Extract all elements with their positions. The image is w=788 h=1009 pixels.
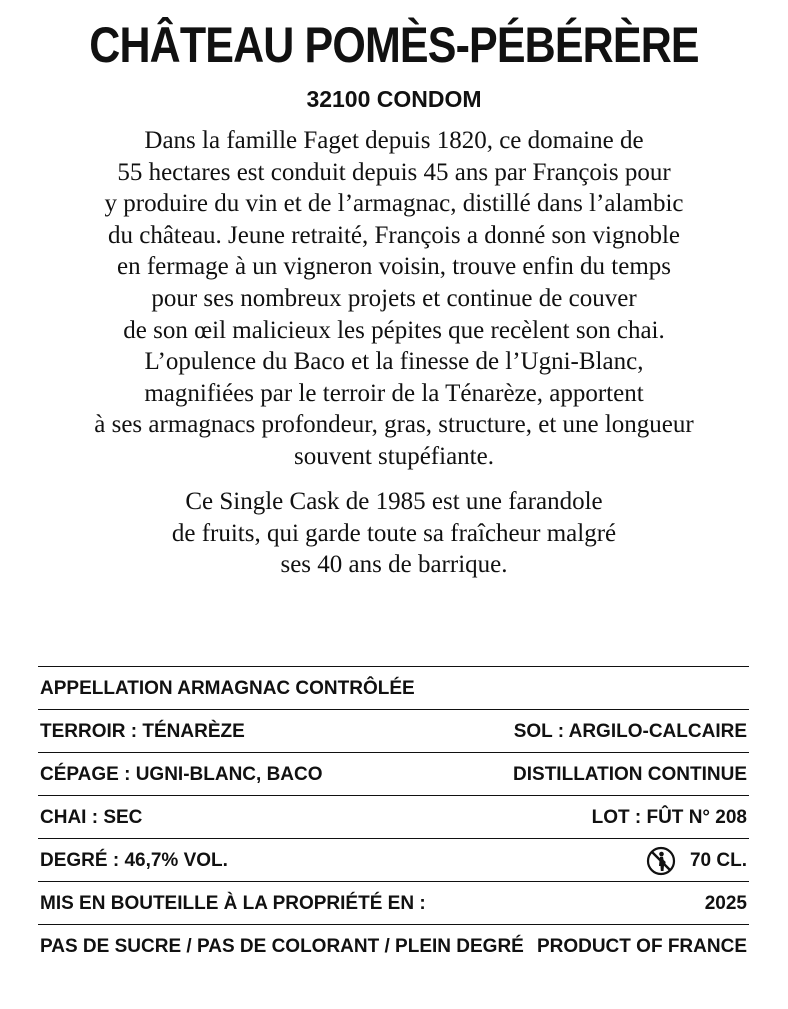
- text-line: 55 hectares est conduit depuis 45 ans par François pour: [117, 158, 671, 186]
- bottling-label: MIS EN BOUTEILLE À LA PROPRIÉTÉ EN :: [40, 893, 426, 914]
- spec-row-bottling: [38, 881, 749, 924]
- cepage-label: CÉPAGE : UGNI-BLANC, BACO: [40, 764, 323, 785]
- spec-row-degre: [38, 838, 749, 881]
- text-line: en fermage à un vigneron voisin, trouve enfin du temps: [116, 253, 672, 281]
- text-line: ses 40 ans de barrique.: [280, 551, 508, 579]
- spec-row-chai: [38, 795, 749, 838]
- terroir-label: TERROIR : TÉNARÈZE: [40, 721, 245, 742]
- spec-row-appellation: [38, 666, 749, 709]
- text-line: de fruits, qui garde toute sa fraîcheur malgré: [171, 519, 617, 547]
- text-line: L’opulence du Baco et la finesse de l’Ugni-Blanc,: [144, 348, 644, 376]
- text-line: Ce Single Cask de 1985 est une farandole: [185, 488, 603, 515]
- text-line: du château. Jeune retraité, François a donné son vignoble: [107, 221, 681, 249]
- spec-row-cepage: [38, 752, 749, 795]
- lot-label: LOT : FÛT N° 208: [591, 807, 747, 828]
- address-subtitle: 32100 CONDOM: [306, 86, 482, 112]
- text-line: à ses armagnacs profondeur, gras, structure, et une longueur: [94, 411, 694, 439]
- spec-row-terroir: [38, 709, 749, 752]
- chai-label: CHAI : SEC: [40, 807, 143, 828]
- degre-label: DEGRÉ : 46,7% VOL.: [40, 850, 228, 871]
- specs-table: [38, 666, 749, 967]
- distillation-label: DISTILLATION CONTINUE: [513, 764, 747, 785]
- page-title: CHÂTEAU POMÈS-PÉBÉRÈRE: [89, 17, 699, 73]
- spec-row-additives: [38, 924, 749, 967]
- pregnant-woman-prohibited-icon: [646, 846, 676, 876]
- additives-label: PAS DE SUCRE / PAS DE COLORANT / PLEIN DEGRÉ: [40, 936, 524, 957]
- text-line: Dans la famille Faget depuis 1820, ce domaine de: [144, 127, 644, 154]
- description-paragraph-2: [0, 486, 788, 581]
- volume-group: [646, 846, 747, 876]
- description-paragraph-1: [0, 125, 788, 473]
- sol-label: SOL : ARGILO-CALCAIRE: [513, 721, 747, 742]
- text-line: magnifiées par le terroir de la Ténarèze, apportent: [144, 379, 644, 407]
- text-line: y produire du vin et de l’armagnac, distillé dans l’alambic: [104, 190, 684, 218]
- volume-label: 70 CL.: [689, 850, 747, 871]
- bottling-year: 2025: [704, 893, 747, 914]
- text-line: pour ses nombreux projets et continue de couver: [151, 284, 637, 312]
- appellation-label: APPELLATION ARMAGNAC CONTRÔLÉE: [40, 678, 415, 699]
- origin-label: PRODUCT OF FRANCE: [536, 936, 747, 957]
- text-line: souvent stupéfiante.: [294, 442, 494, 470]
- text-line: de son œil malicieux les pépites que recèlent son chai.: [123, 316, 665, 344]
